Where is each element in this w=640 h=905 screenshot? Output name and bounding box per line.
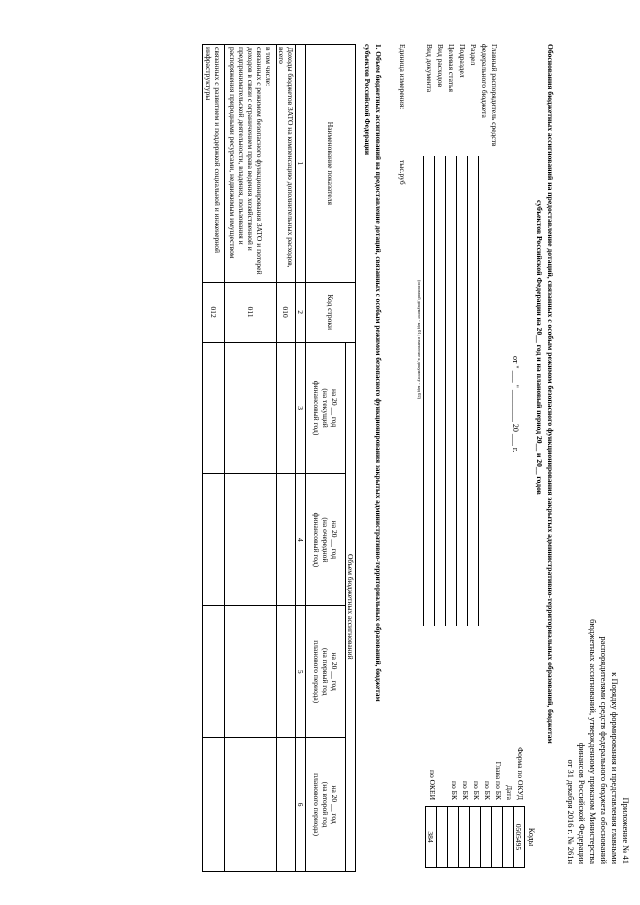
okei-label: по ОКЕИ: [428, 769, 437, 800]
razdel-code[interactable]: [481, 807, 492, 868]
field-underline[interactable]: [478, 156, 479, 626]
field-label: Вид расходов: [436, 44, 445, 88]
glava-label: Глава по БК: [494, 761, 503, 800]
appendix-number: Приложение № 41: [621, 797, 631, 864]
unit-label: Единица измерения:: [398, 44, 407, 110]
date-line: от " ___ " ________ 20 ___ г.: [511, 356, 520, 453]
row-name: в том числе: связанных с режимом безопасного функционирования ЗАТО и потерей доходов в связи с ограничением права ведения хозяйственной и предпринимательской деятельности, владения, пользования и распоряжения природными ресурсами, недвижимым имуществом: [225, 45, 277, 283]
header-code: Код строки: [306, 282, 356, 342]
row-code: 010: [277, 282, 296, 342]
cel-code[interactable]: [459, 807, 470, 868]
value-cell[interactable]: [277, 342, 296, 474]
header-name: Наименование показателя: [306, 45, 356, 283]
field-label: Вид документа: [425, 44, 434, 93]
value-cell[interactable]: [225, 342, 277, 474]
table-row: [203, 45, 225, 872]
form-title-cont: субъектов Российской Федерации на 20__ год и на плановый период 20__ и 20__ годов: [535, 200, 544, 495]
appendix-line: бюджетных ассигнований, утвержденному приказом Министерства: [588, 619, 598, 864]
unit-value: тыс.руб: [398, 160, 407, 185]
rotated-form: [2, 40, 632, 880]
column-number: 3: [296, 342, 306, 474]
column-number: 6: [296, 738, 306, 872]
allocations-table: [202, 44, 356, 872]
doc-code[interactable]: [437, 807, 448, 868]
header-next-year: на 20 __ год (на очередной финансовый год): [306, 474, 346, 606]
column-number: 2: [296, 282, 306, 342]
value-cell[interactable]: [225, 606, 277, 738]
field-label: Раздел: [469, 44, 478, 66]
okud-label: Форма по ОКУД: [516, 747, 525, 800]
field-label: Подраздел: [458, 44, 467, 78]
value-cell[interactable]: [277, 738, 296, 872]
codes-header: Коды: [527, 827, 536, 847]
table-row: [277, 45, 296, 872]
document-type-hint: (основной документ - код 01; изменение к документу - код 02): [417, 280, 422, 400]
codes-table: [425, 806, 525, 868]
appendix-line: финансов Российской Федерации: [577, 742, 587, 864]
value-cell[interactable]: [203, 606, 225, 738]
form-title: Обоснования бюджетных ассигнований на предоставление дотаций, связанных с особым режимом безопасного функционирования закрытых административно-территориальных образований, бюджетам: [546, 44, 555, 744]
column-number: 5: [296, 606, 306, 738]
row-code: 011: [225, 282, 277, 342]
appendix-line: к Порядку формирования и представления главными: [610, 672, 620, 864]
bk-label: по БК: [483, 781, 492, 800]
okud-code: 0505495: [514, 807, 525, 868]
bk-label: по БК: [472, 781, 481, 800]
value-cell[interactable]: [225, 738, 277, 872]
date-code[interactable]: [503, 807, 514, 868]
field-label: Главный распорядитель средств: [490, 44, 499, 147]
podrazdel-code[interactable]: [470, 807, 481, 868]
field-label: федерального бюджета: [480, 44, 489, 118]
field-underline[interactable]: [434, 156, 435, 626]
row-code: 012: [203, 282, 225, 342]
value-cell[interactable]: [203, 474, 225, 606]
value-cell[interactable]: [203, 738, 225, 872]
column-number: 4: [296, 474, 306, 606]
header-current-year: на 20 __ год (на текущий финансовый год): [306, 342, 346, 474]
bk-label: по БК: [461, 781, 470, 800]
section-heading: 1. Объем бюджетных ассигнований на предоставление дотаций, связанных с особым режимом безопасного функционирования закрытых административно-территориальных образований, бюджетам: [374, 44, 383, 702]
value-cell[interactable]: [277, 474, 296, 606]
bk-label: по БК: [450, 781, 459, 800]
field-label: Целевая статья: [447, 44, 456, 92]
glava-code[interactable]: [492, 807, 503, 868]
field-underline[interactable]: [456, 156, 457, 626]
row-name: Доходы бюджетов ЗАТО на компенсацию дополнительных расходов, всего: [277, 45, 296, 283]
field-underline[interactable]: [423, 156, 424, 626]
date-label: Дата: [505, 785, 514, 800]
section-heading-cont: субъектов Российской Федерации: [363, 44, 372, 156]
appendix-line: от 31 декабря 2016 г. № 261н: [566, 759, 576, 864]
header-plan-year-2: на 20 __ год (на второй год планового периода): [306, 738, 346, 872]
vid-code[interactable]: [448, 807, 459, 868]
row-name: связанных с развитием и поддержкой социальной и инженерной инфраструктуры: [203, 45, 225, 283]
value-cell[interactable]: [203, 342, 225, 474]
column-number: 1: [296, 45, 306, 283]
table-row: [225, 45, 277, 872]
value-cell[interactable]: [277, 606, 296, 738]
appendix-line: распорядителями средств федерального бюджета обоснований: [599, 636, 609, 864]
field-underline[interactable]: [467, 156, 468, 626]
header-volume: Объем бюджетных ассигнований: [346, 342, 356, 871]
value-cell[interactable]: [225, 474, 277, 606]
field-underline[interactable]: [445, 156, 446, 626]
header-plan-year-1: на 20 __ год (на первый год планового периода): [306, 606, 346, 738]
okei-code: 384: [426, 807, 437, 868]
